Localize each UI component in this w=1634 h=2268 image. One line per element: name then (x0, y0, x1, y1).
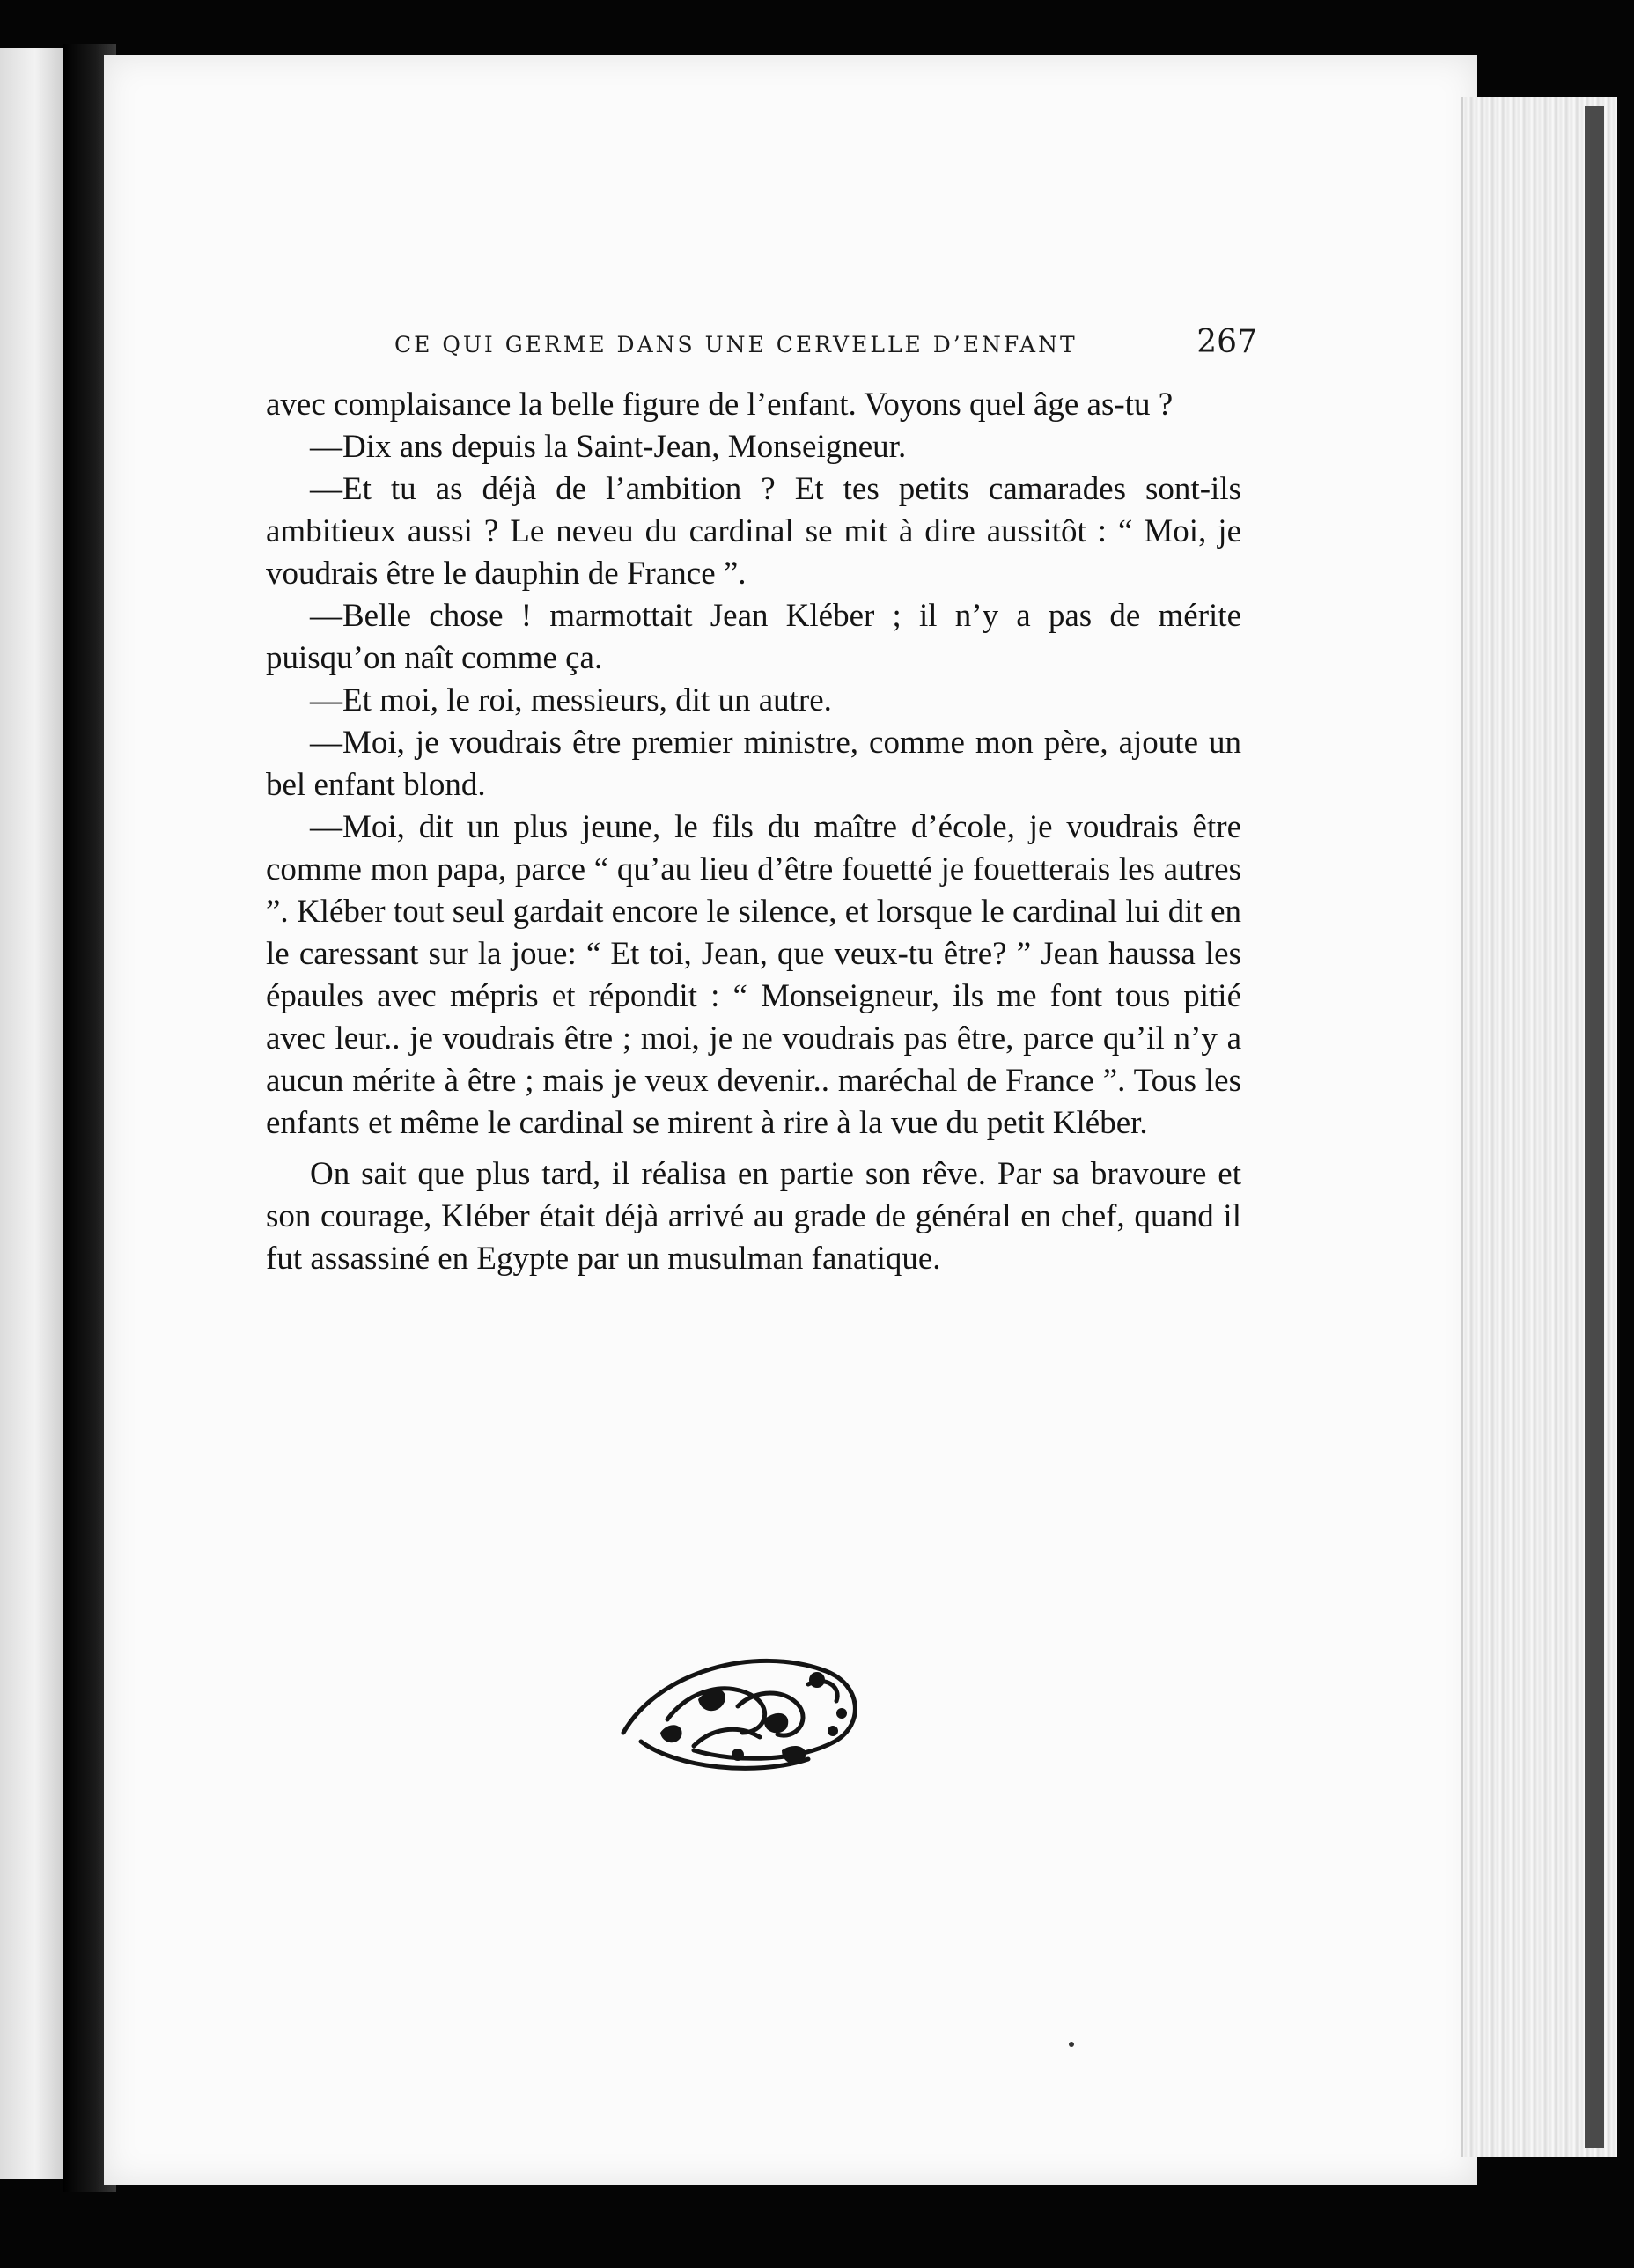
previous-page-edge (0, 48, 63, 2179)
floral-vignette-icon (606, 1636, 870, 1786)
paragraph-continuation: avec complaisance la belle figure de l’enfant. Voyons quel âge as-tu ? (266, 387, 1174, 423)
paragraph-dialogue: —Dix ans depuis la Saint-Jean, Monseigneur. (310, 429, 907, 465)
page-edges-shadow (1585, 106, 1604, 2148)
paragraph-dialogue: —Moi, dit un plus jeune, le fils du maître d’école, je voudrais être comme mon papa, parce “ qu’au lieu d’être fouetté je fouetterais les autres ”. Kléber tout seul gardait encore le silence, et lorsque le cardinal lui dit en le caressant sur la joue: “ Et toi, Jean, que veux-tu être? ” Jean haussa les épaules avec mépris et répondit : “ Monseigneur, ils me font tous pitié avec leur.. je voudrais être ; moi, je ne voudrais pas être, parce qu’il n’y a aucun mérite à être ; mais je veux devenir.. maréchal de France ”. Tous les enfants et même le cardinal se mirent à rire à la vue du petit Kléber. (266, 809, 1241, 1141)
running-head (394, 324, 1257, 360)
paragraph-dialogue: —Moi, je voudrais être premier ministre, comme mon père, ajoute un bel enfant blond. (266, 725, 1241, 803)
paragraph-dialogue: —Et moi, le roi, messieurs, dit un autre. (310, 682, 832, 718)
body-text (266, 384, 1241, 1280)
paragraph-dialogue: —Belle chose ! marmottait Jean Kléber ; il n’y a pas de mérite puisqu’on naît comme ça. (266, 598, 1241, 676)
paragraph-dialogue: —Et tu as déjà de l’ambition ? Et tes petits camarades sont-ils ambitieux aussi ? Le neveu du cardinal se mit à dire aussitôt : “ Moi, je voudrais être le dauphin de France ”. (266, 471, 1241, 592)
paragraph-closing: On sait que plus tard, il réalisa en partie son rêve. Par sa bravoure et son courage, Kléber était déjà arrivé au grade de général en chef, quand il fut assassiné en Egypte par un musulman fanatique. (266, 1156, 1241, 1277)
paper-speck (1069, 2042, 1074, 2047)
running-title: CE QUI GERME DANS UNE CERVELLE D’ENFANT (394, 332, 1078, 357)
page-number: 267 (1196, 324, 1257, 360)
